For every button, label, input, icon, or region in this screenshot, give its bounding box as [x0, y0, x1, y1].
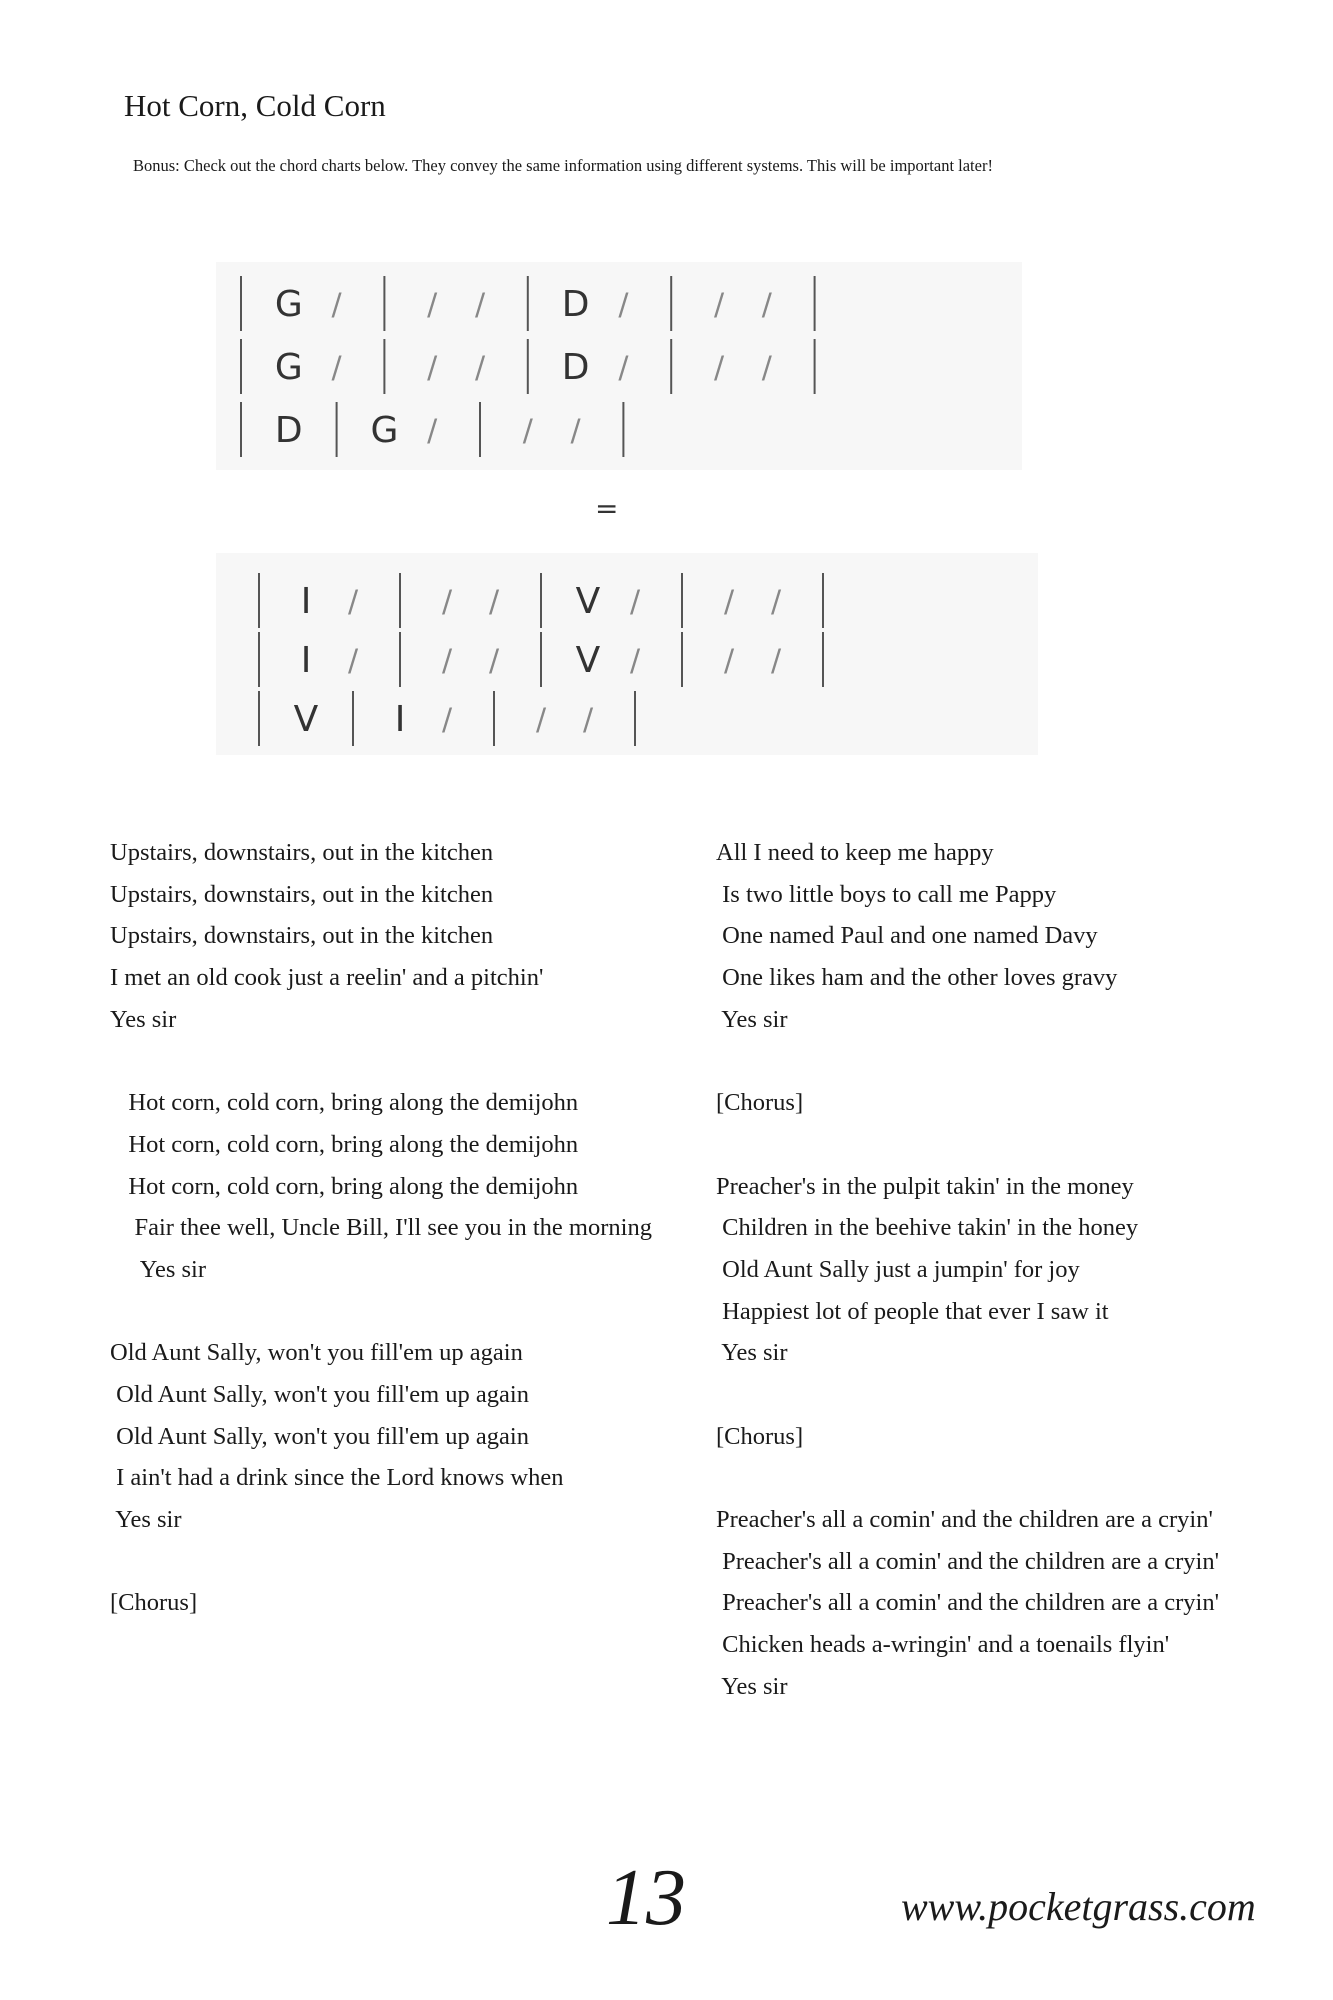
- beat-slash: /: [347, 584, 359, 620]
- lyric-line: Yes sir: [110, 1506, 182, 1533]
- stanza-gap: [716, 1374, 1316, 1416]
- beat-slash: /: [618, 350, 629, 386]
- beat-slash: /: [441, 584, 453, 620]
- equals-sign: =: [595, 492, 619, 525]
- song-title: Hot Corn, Cold Corn: [124, 88, 386, 123]
- beat-slash: /: [582, 702, 594, 738]
- lyric-line: Hot corn, cold corn, bring along the demijohn: [110, 1172, 579, 1200]
- beat-slash: /: [522, 413, 533, 449]
- chord-symbol: I: [300, 640, 312, 681]
- lyric-line: Old Aunt Sally, won't you fill'em up again: [110, 1380, 529, 1408]
- beat-slash: /: [474, 287, 486, 323]
- chorus-marker: [Chorus]: [716, 1422, 804, 1450]
- beat-slash: /: [713, 350, 725, 386]
- lyric-line: Happiest lot of people that ever I saw it: [716, 1297, 1109, 1325]
- letter-chord-chart-svg: [216, 262, 1022, 470]
- chord-symbol: V: [575, 581, 601, 622]
- roman-chord-chart: [216, 553, 1038, 755]
- chord-symbol: I: [300, 581, 312, 622]
- beat-slash: /: [441, 643, 453, 679]
- lyric-line: Yes sir: [110, 1005, 177, 1033]
- lyric-line: Preacher's all a comin' and the children are a cryin': [716, 1547, 1220, 1575]
- beat-slash: /: [629, 584, 641, 620]
- stanza-gap: [716, 1457, 1316, 1499]
- lyric-line: Hot corn, cold corn, bring along the demijohn: [110, 1089, 579, 1117]
- beat-slash: /: [331, 350, 342, 386]
- stanza-gap: [110, 1040, 710, 1082]
- chord-symbol: I: [394, 699, 406, 740]
- beat-slash: /: [713, 287, 725, 323]
- lyric-line: I met an old cook just a reelin' and a pitchin': [110, 964, 544, 992]
- lyric-line: Preacher's all a comin' and the children are a cryin': [716, 1589, 1220, 1617]
- lyrics-left-column: [110, 832, 710, 1624]
- stanza-gap: [110, 1291, 710, 1333]
- lyric-line: All I need to keep me happy: [716, 839, 994, 866]
- beat-slash: /: [770, 584, 782, 620]
- website-url: www.pocketgrass.com: [901, 1884, 1256, 1929]
- lyric-line: One named Paul and one named Davy: [716, 922, 1098, 950]
- lyric-line: Yes sir: [716, 1339, 788, 1367]
- lyric-line: Upstairs, downstairs, out in the kitchen: [110, 839, 494, 866]
- beat-slash: /: [535, 702, 547, 738]
- stanza-gap: [110, 1541, 710, 1583]
- lyric-line: Preacher's in the pulpit takin' in the money: [716, 1172, 1134, 1200]
- chord-symbol: V: [293, 699, 319, 740]
- beat-slash: /: [474, 350, 486, 386]
- lyric-line: Fair thee well, Uncle Bill, I'll see you in the morning: [110, 1214, 652, 1242]
- beat-slash: /: [347, 643, 359, 679]
- stanza-gap: [716, 1040, 1316, 1082]
- beat-slash: /: [618, 287, 629, 323]
- lyric-line: Yes sir: [110, 1255, 206, 1283]
- beat-slash: /: [761, 287, 772, 323]
- beat-slash: /: [723, 584, 735, 620]
- beat-slash: /: [427, 350, 438, 386]
- lyric-line: Old Aunt Sally just a jumpin' for joy: [716, 1255, 1080, 1283]
- beat-slash: /: [488, 584, 500, 620]
- beat-slash: /: [488, 643, 500, 679]
- lyric-line: Upstairs, downstairs, out in the kitchen: [110, 922, 494, 950]
- beat-slash: /: [570, 413, 581, 449]
- lyric-line: Old Aunt Sally, won't you fill'em up again: [110, 1339, 523, 1367]
- lyric-line: One likes ham and the other loves gravy: [716, 964, 1118, 992]
- beat-slash: /: [770, 643, 782, 679]
- beat-slash: /: [761, 350, 772, 386]
- lyric-line: Old Aunt Sally, won't you fill'em up again: [110, 1422, 529, 1450]
- lyric-line: Yes sir: [716, 1005, 788, 1033]
- stanza-gap: [716, 1124, 1316, 1166]
- chord-symbol: D: [561, 347, 590, 388]
- lyric-line: I ain't had a drink since the Lord knows when: [110, 1464, 564, 1492]
- lyric-line: Upstairs, downstairs, out in the kitchen: [110, 880, 494, 908]
- beat-slash: /: [441, 702, 453, 738]
- chorus-marker: [Chorus]: [110, 1589, 198, 1617]
- lyric-line: Children in the beehive takin' in the honey: [716, 1214, 1139, 1242]
- beat-slash: /: [331, 287, 342, 323]
- chord-symbol: D: [561, 284, 590, 325]
- lyric-line: Yes sir: [716, 1672, 788, 1700]
- lyrics-right-column: [716, 832, 1316, 1707]
- chorus-marker: [Chorus]: [716, 1089, 804, 1117]
- lyric-line: Preacher's all a comin' and the children are a cryin': [716, 1506, 1213, 1533]
- page-number: 13: [606, 1854, 686, 1942]
- chord-symbol: G: [274, 284, 303, 325]
- beat-slash: /: [427, 287, 438, 323]
- lyric-line: Chicken heads a-wringin' and a toenails flyin': [716, 1631, 1170, 1659]
- roman-chord-chart-svg: [216, 553, 1038, 755]
- letter-chord-chart: [216, 262, 1022, 470]
- chord-symbol: D: [274, 410, 303, 451]
- bonus-note: Bonus: Check out the chord charts below. They convey the same information using different systems. This will be important later!: [133, 156, 993, 175]
- chord-symbol: V: [575, 640, 601, 681]
- beat-slash: /: [427, 413, 438, 449]
- lyric-line: Is two little boys to call me Pappy: [716, 880, 1057, 908]
- lyric-line: Hot corn, cold corn, bring along the demijohn: [110, 1130, 579, 1158]
- chord-symbol: G: [370, 410, 399, 451]
- beat-slash: /: [723, 643, 735, 679]
- beat-slash: /: [629, 643, 641, 679]
- chord-symbol: G: [274, 347, 303, 388]
